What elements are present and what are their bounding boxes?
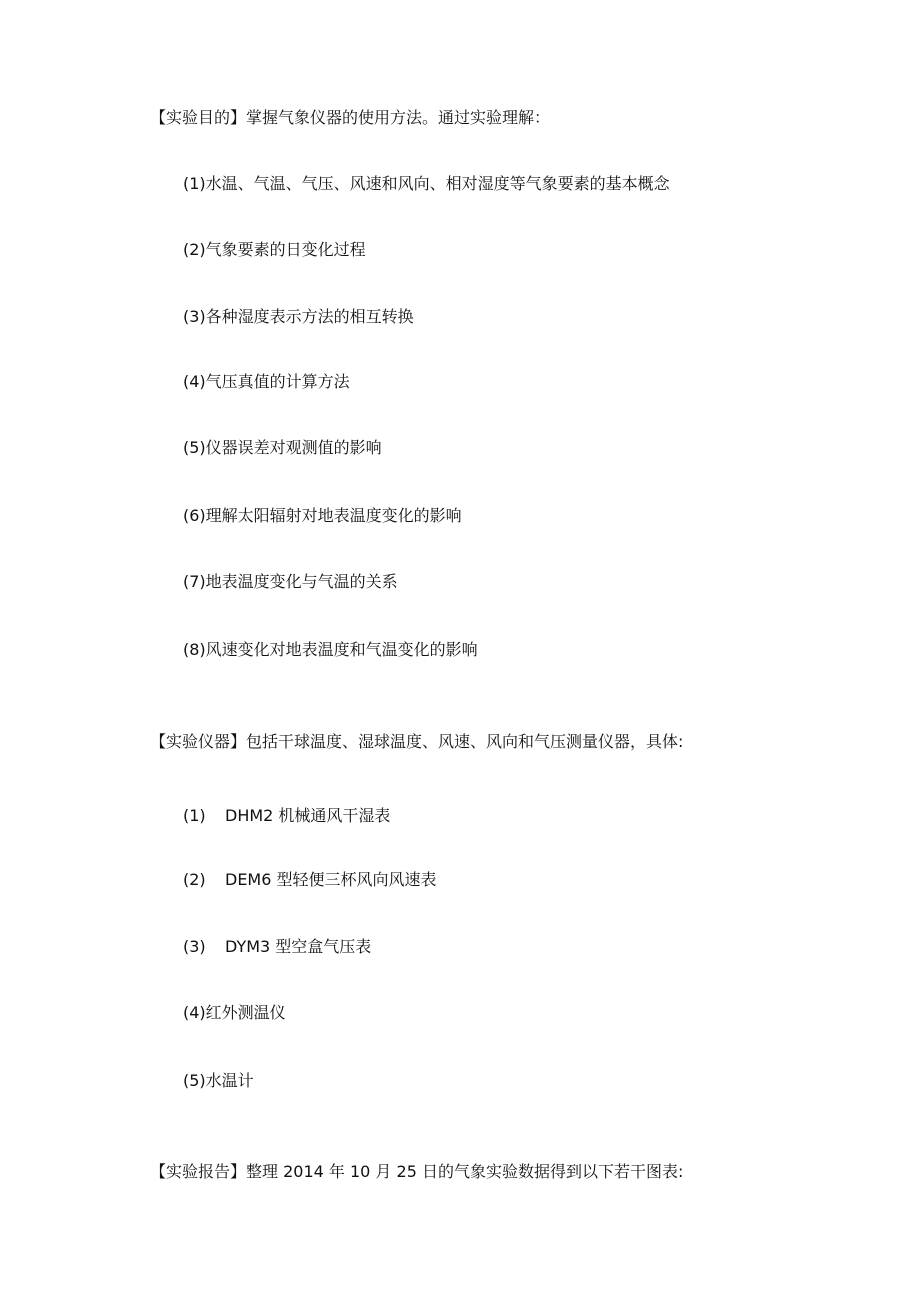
instrument-item-text: (4)红外测温仪 [183,1003,286,1022]
instrument-item-text: DYM3 型空盒气压表 [225,937,372,956]
instrument-item-5 [183,1071,254,1091]
purpose-item-2: (2)气象要素的日变化过程 [183,240,366,259]
purpose-item-8: (8)风速变化对地表温度和气温变化的影响 [183,640,478,659]
instrument-item-number: (3) [183,937,206,956]
instrument-item-4 [183,1003,286,1023]
purpose-item-6: (6)理解太阳辐射对地表温度变化的影响 [183,506,462,525]
purpose-item-1: (1)水温、气温、气压、风速和风向、相对湿度等气象要素的基本概念 [183,174,670,193]
instrument-item-number: (1) [183,806,206,825]
instrument-item-3 [183,937,371,957]
instrument-item-2 [183,870,437,890]
purpose-item-5: (5)仪器误差对观测值的影响 [183,438,382,457]
purpose-item-7: (7)地表温度变化与气温的关系 [183,572,398,591]
instruments-heading: 【实验仪器】包括干球温度、湿球温度、风速、风向和气压测量仪器，具体: [150,732,684,751]
purpose-item-4: (4)气压真值的计算方法 [183,372,350,391]
instrument-item-text: (5)水温计 [183,1071,254,1090]
instrument-item-1 [183,806,390,826]
instrument-item-text: DEM6 型轻便三杯风向风速表 [225,870,437,889]
purpose-heading: 【实验目的】掌握气象仪器的使用方法。通过实验理解： [150,108,551,127]
report-heading: 【实验报告】整理 2014 年 10 月 25 日的气象实验数据得到以下若干图表: [150,1162,684,1181]
instrument-item-text: DHM2 机械通风干湿表 [225,806,391,825]
instrument-item-number: (2) [183,870,206,889]
purpose-item-3: (3)各种湿度表示方法的相互转换 [183,307,414,326]
